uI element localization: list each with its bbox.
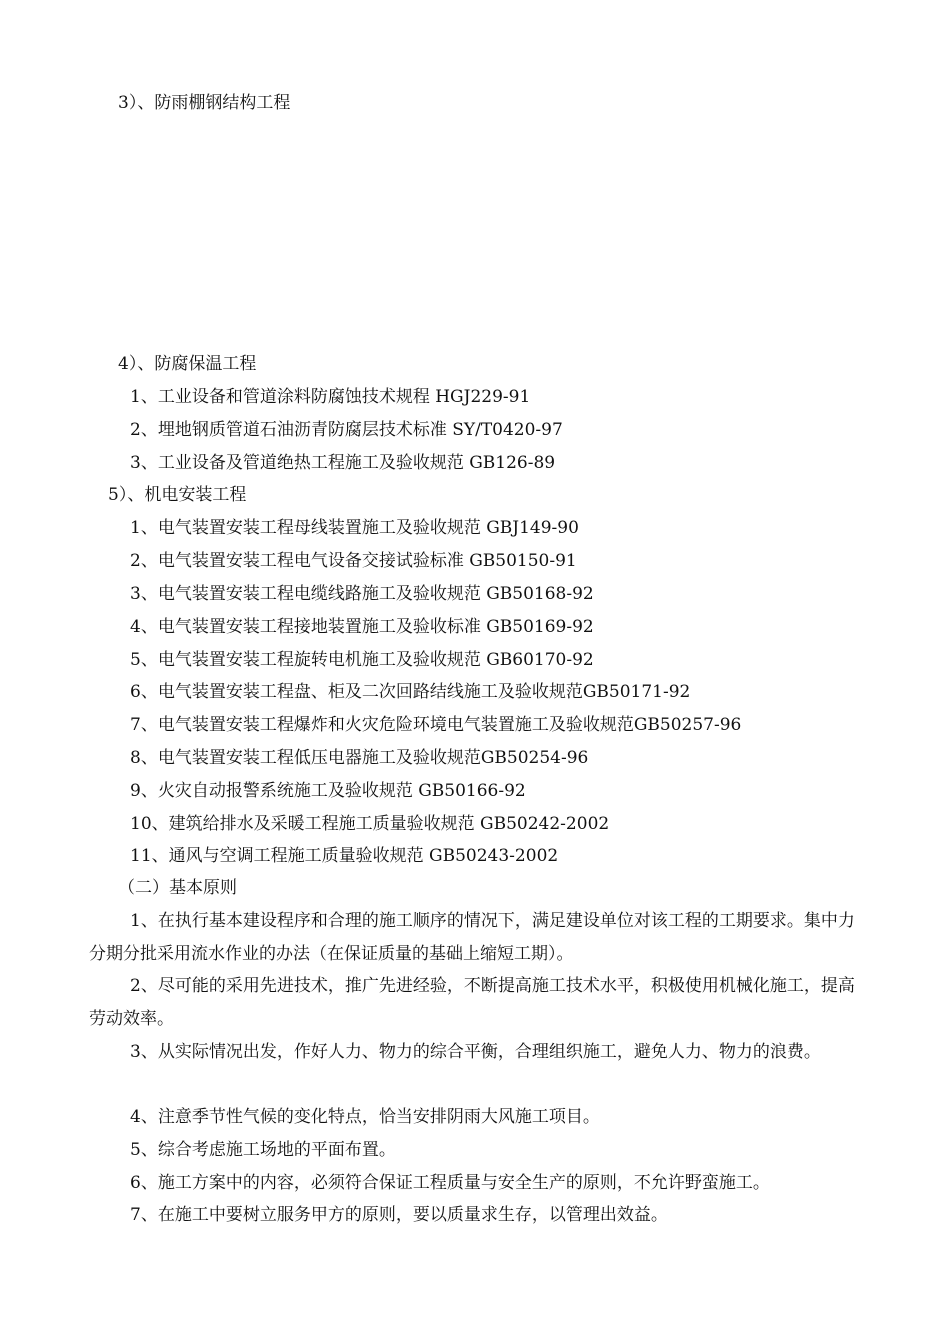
principles-heading: （二）基本原则 — [118, 878, 237, 898]
section-5-heading: 5）、机电安装工程 — [108, 485, 247, 505]
standard-item: 9、火灾自动报警系统施工及验收规范 GB50166-92 — [130, 781, 526, 801]
principle-paragraph: 2、尽可能的采用先进技术，推广先进经验，不断提高施工技术水平，积极使用机械化施工，提高劳动效率。 — [89, 976, 855, 1029]
standard-item: 10、建筑给排水及采暖工程施工质量验收规范 GB50242-2002 — [130, 814, 610, 834]
standard-item: 5、电气装置安装工程旋转电机施工及验收规范 GB60170-92 — [130, 650, 594, 670]
standard-item: 1、电气装置安装工程母线装置施工及验收规范 GBJ149-90 — [130, 518, 579, 538]
standard-item: 7、电气装置安装工程爆炸和火灾危险环境电气装置施工及验收规范GB50257-96 — [130, 715, 742, 735]
principle-paragraph: 6、施工方案中的内容，必须符合保证工程质量与安全生产的原则，不允许野蛮施工。 — [130, 1173, 770, 1193]
standard-item: 11、通风与空调工程施工质量验收规范 GB50243-2002 — [130, 846, 559, 866]
standard-item: 6、电气装置安装工程盘、柜及二次回路结线施工及验收规范GB50171-92 — [130, 682, 691, 702]
standard-item: 4、电气装置安装工程接地装置施工及验收标准 GB50169-92 — [130, 617, 594, 637]
standard-item: 3、工业设备及管道绝热工程施工及验收规范 GB126-89 — [130, 453, 556, 473]
section-4-heading: 4）、防腐保温工程 — [118, 354, 257, 374]
standard-item: 2、埋地钢质管道石油沥青防腐层技术标准 SY/T0420-97 — [130, 420, 563, 440]
standard-item: 8、电气装置安装工程低压电器施工及验收规范GB50254-96 — [130, 748, 589, 768]
standard-item: 2、电气装置安装工程电气设备交接试验标准 GB50150-91 — [130, 551, 577, 571]
principle-paragraph: 5、综合考虑施工场地的平面布置。 — [130, 1140, 396, 1160]
principle-paragraph: 7、在施工中要树立服务甲方的原则，要以质量求生存，以管理出效益。 — [130, 1205, 668, 1225]
principle-paragraph: 4、注意季节性气候的变化特点，恰当安排阴雨大风施工项目。 — [130, 1107, 600, 1127]
standard-item: 1、工业设备和管道涂料防腐蚀技术规程 HGJ229-91 — [130, 387, 531, 407]
section-3-heading: 3）、防雨棚钢结构工程 — [118, 93, 291, 113]
principle-paragraph: 3、从实际情况出发，作好人力、物力的综合平衡，合理组织施工，避免人力、物力的浪费。 — [130, 1042, 821, 1062]
standard-item: 3、电气装置安装工程电缆线路施工及验收规范 GB50168-92 — [130, 584, 594, 604]
principle-paragraph: 1、在执行基本建设程序和合理的施工顺序的情况下，满足建设单位对该工程的工期要求。集中力分期分批采用流水作业的办法（在保证质量的基础上缩短工期）。 — [89, 911, 855, 964]
